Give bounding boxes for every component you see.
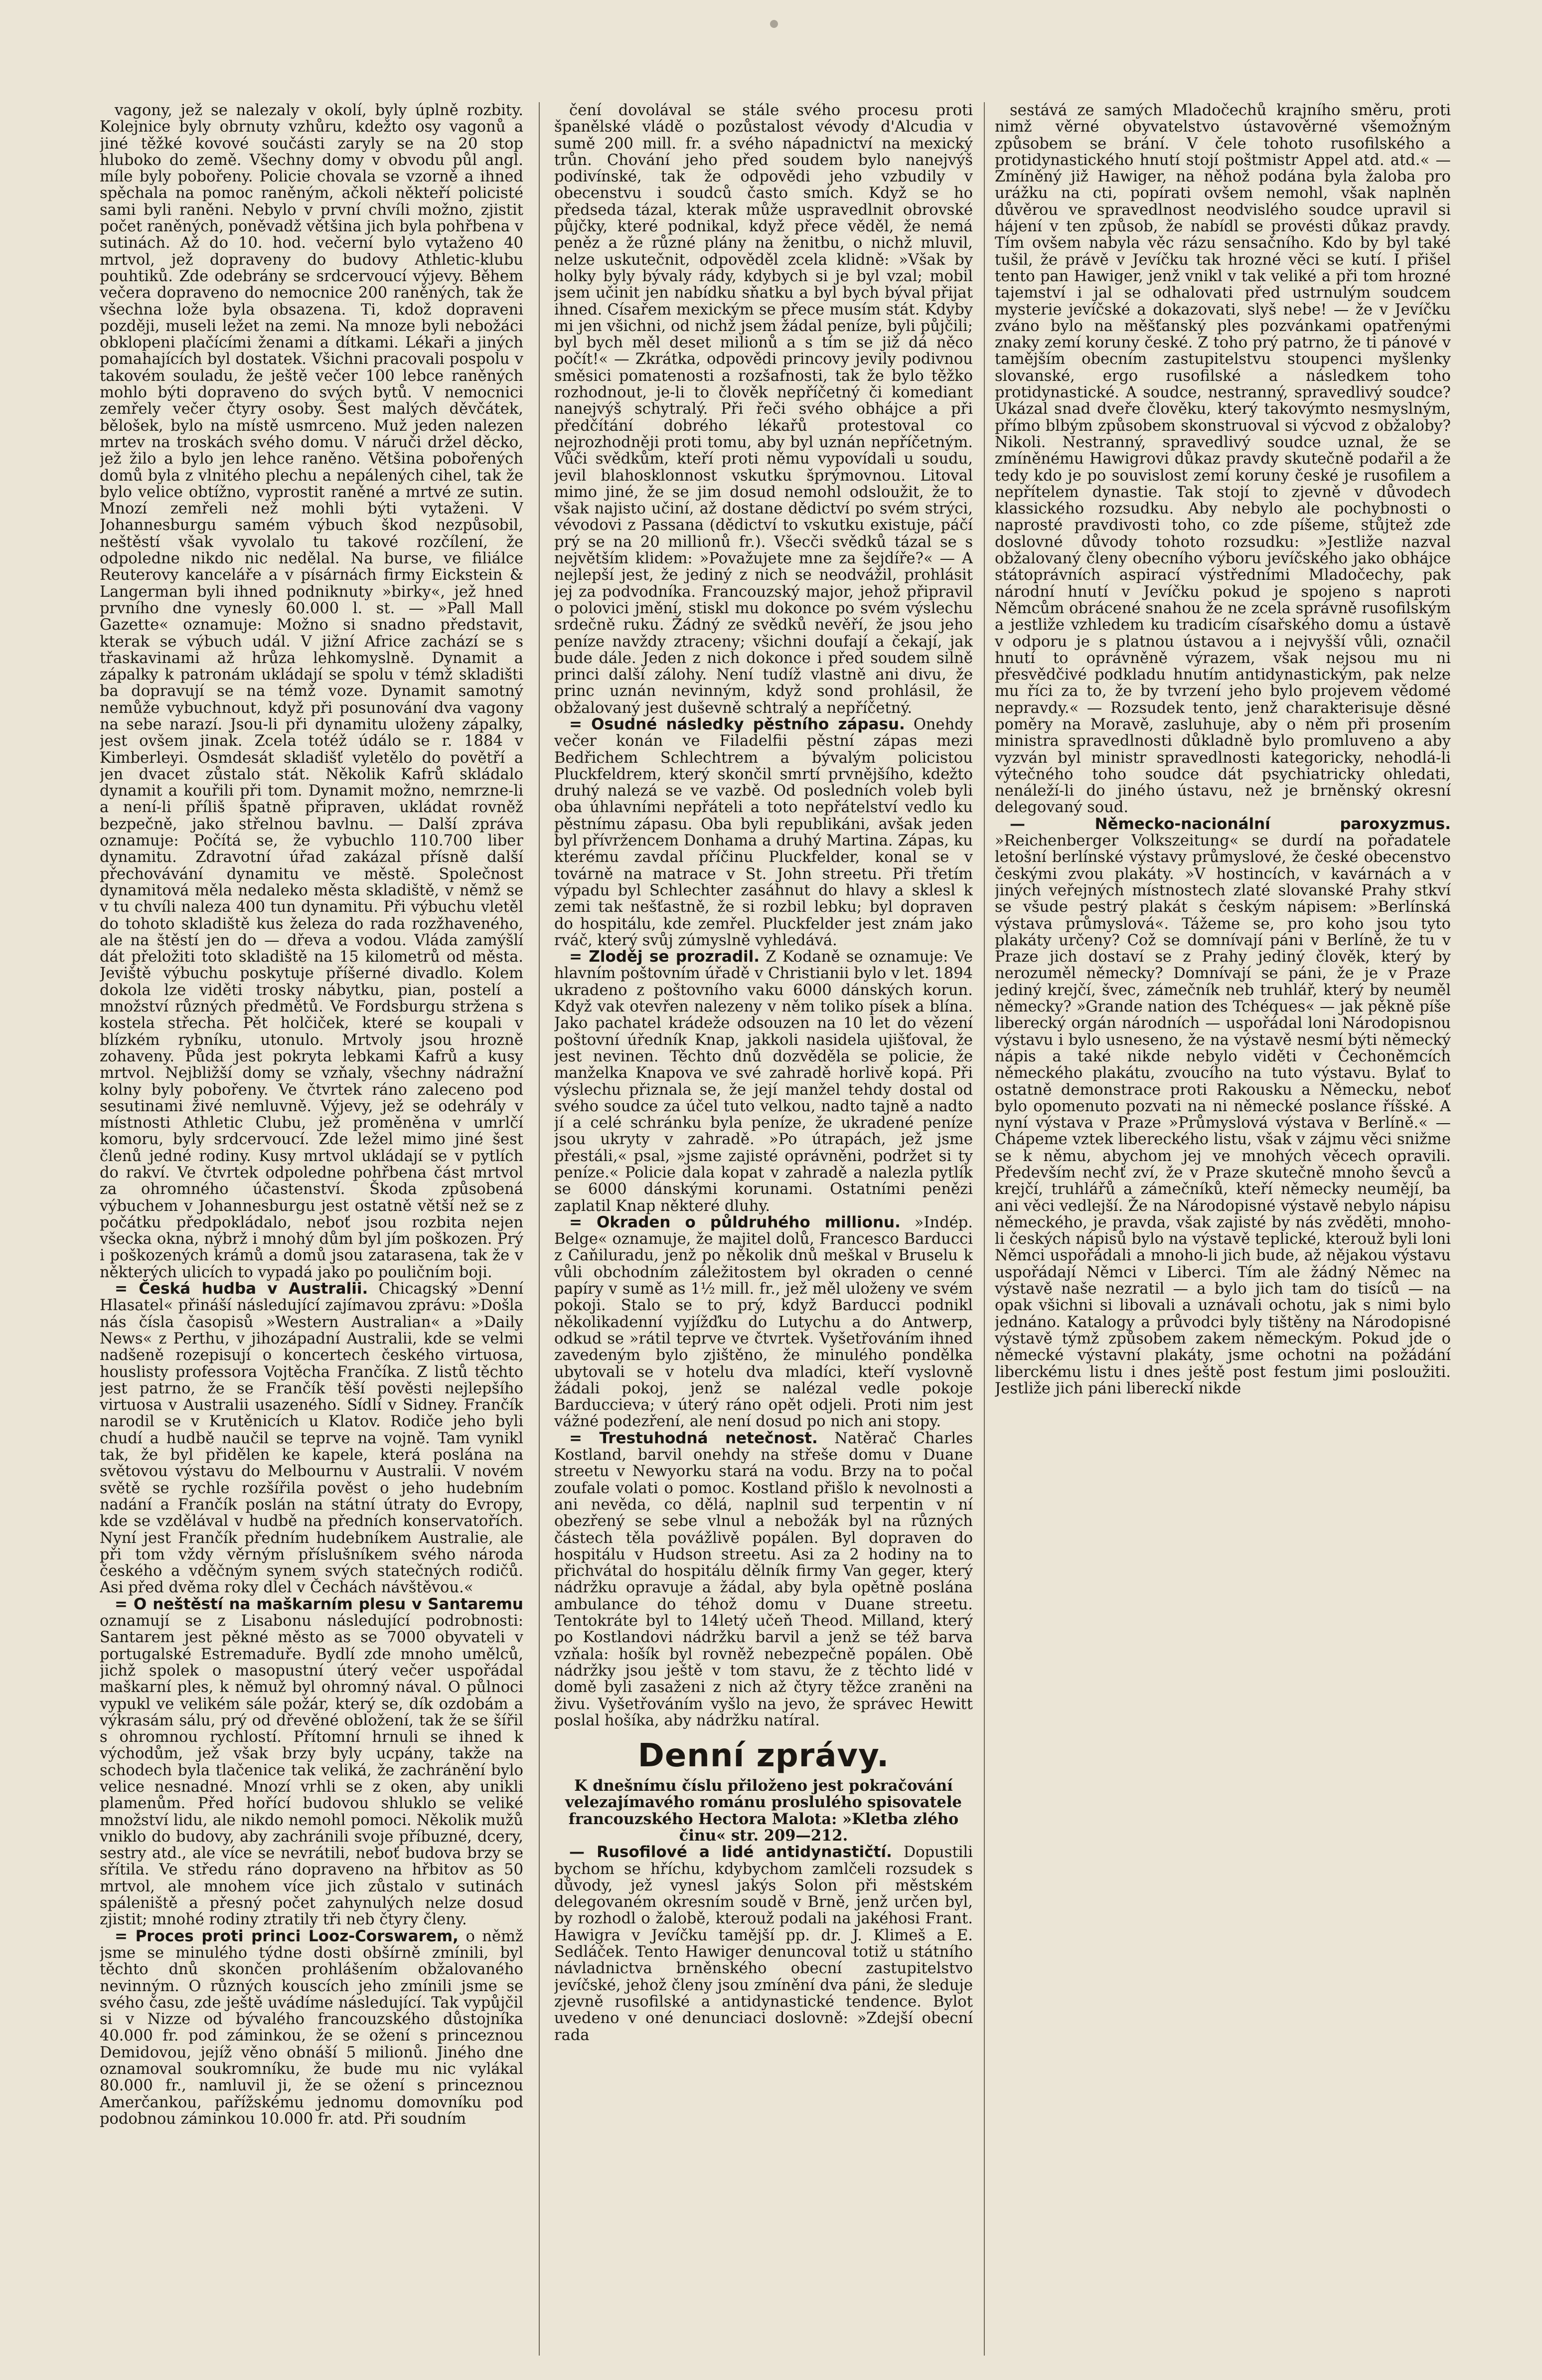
article-text: vagony, jež se nalezaly v okolí, byly úplně rozbity. Kolejnice byly obrnuty vzhůru, kdežto osy vagonů a jiné těžké kovové součásti zaryly se na 20 stop hluboko do země. Všechny domy v obvodu půl angl. míle byly pobořeny. Policie chovala se vzorně a ihned spěchala na pomoc raněným, ačkoli někteří policisté sami byli raněni. Nebylo v první chvíli možno, zjistit počet raněných, poněvadž většina jich byla pohřbena v sutinách. Až do 10. hod. večerní bylo vytaženo 40 mrtvol, jež dopraveny do budovy Athletic-klubu pouhtiků. Zde odebrány se srdcervoucí výjevy. Během večera dopraveno do nemocnice 200 raněných, tak že všechna lože byla obsazena. Ti, kdož dopraveni později, museli ležet na zemi. Na mnoze byli nebožáci obklopeni plačícími ženami a dítkami. Lékaři a jiných pomahajících byl dostatek. Všichni pracovali pospolu v takovém souladu, že ještě večer 100 lebce raněných mohlo býti dopraveno do svých bytů. V nemocnici zemřely večer čtyry osoby. Šest malých děvčátek, bělošek, bylo na místě usmrceno. Muž jeden nalezen mrtev na troskách svého domu. V náruči držel děcko, jež žilo a bylo jen lehce raněno. Většina pobořených domů byla z vlnitého plechu a nepálených cihel, tak že bylo velice obtížno, vyprostit raněné a mrtvé ze sutin. Mnozí zemřeli než mohli býti vytaženi. V Johannesburgu samém výbuch škod nezpůsobil, neštěstí však vyvolalo tu takové rozčílení, že odpoledne nikdo nic nedělal. Na burse, ve filiálce Reuterovy kanceláře a v písárnách firmy Eickstein & Langerman byli ihned podniknuty »birky«, jež hned prvního dne vynesly 60.000 l. st. — »Pall Mall Gazette« oznamuje: Možno si snadno představit, kterak se výbuch udál. V jižní Africe zachází se s třaskavinami až hrůza lehkomyslně. Dynamit a zápalky k patronám ukládají se spolu v témž skladišti ba dopravují se na témž voze. Dynamit samotný nemůže vybuchnout, když při posunování dva vagony na sebe narazí. Jsou-li při dynamitu uloženy zápalky, jest ovšem jinak. Zcela totéž údálo se r. 1884 v Kimberleyi. Osmdesát skladišť vyletělo do povětří a jen dvacet zůstalo stát. Několik Kafrů skládalo dynamit a kouřili při tom. Dynamit možno, nemrzne-li a není-li příliš špatně připraven, ukládat rovněž bezpečně, jako střelnou bavlnu. — Další zpráva oznamuje: Počítá se, že vybuchlo 110.700 liber dynamitu. Zdravotní úřad zakázal přísně další přechovávání dynamitu ve městě. Společnost dynamitová měla nedaleko města skladiště, v němž se v tu chvíli naleza 400 tun dynamitu. Při výbuchu vletěl do tohoto skladiště kus železa do rada rozžhaveného, ale na štěstí jen do — dřeva a vodou. Vláda zamýšlí dát přeložiti toto skladiště na 15 kilometrů od města. Jeviště výbuchu poskytuje příšerné divadlo. Kolem dokola lze viděti trosky nábytku, pian, postelí a množství různých předmětů. Ve Fordsburgu stržena s kostela střecha. Pět holčiček, které se koupali v blízkém rybníku, utonulo. Mrtvoly jsou hrozně zohaveny. Půda jest pokryta lebkami Kafrů a kusy mrtvol. Nejbližší domy se vzňaly, všechny nádražní kolny byly pobořeny. Ve čtvrtek ráno zaleceno pod sesutinami živé nemluvně. Výjevy, jež se odehrály v místnosti Athletic Clubu, jež proměněna v umrlčí komoru, byly srdcervoucí. Zde ležel mimo jiné šest členů jedné rodiny. Kusy mrtvol ukládají se v pytlích do rakví. Ve čtvrtek odpoledne pohřbena část mrtvol za ohromného účastenství. Škoda způsobená výbuchem v Johannesburgu jest ostatně větší než se z počátku předpokládalo, neboť jsou rozbita nejen všecka okna, nýbrž i mnohý dům byl jím poškozen. Prý i poškozených krámů a domů jsou zatarasena, tak že v některých ulicích to vypadá jako po pouličním boji. xyxy=(100,102,523,1281)
page-mark xyxy=(770,20,778,28)
column-3 xyxy=(995,102,1451,2356)
column-2 xyxy=(554,102,973,2356)
article-headline: = O neštěstí na maškarním plesu v Santaremu xyxy=(115,1595,523,1613)
article-paragraph xyxy=(554,949,973,1214)
column-divider xyxy=(984,102,985,2356)
article-paragraph xyxy=(995,816,1451,1397)
article-headline: = Proces proti princi Looz-Corswarem, xyxy=(115,1927,459,1945)
article-text: čení dovolával se stále svého procesu proti španělské vládě o pozůstalost vévody d'Alcudia v sumě 200 mill. fr. a svého nápadnictví na mexický trůn. Chování jeho před soudem bylo nanejvýš podivínské, tak že odpovědi jeho vzbudily v obecenstvu i soudců často smích. Když se ho předseda tázal, kterak může uspravedlnit obrovské půjčky, které podnikal, když přece věděl, že nemá peněz a že různé plány na ženitbu, o nichž mluvil, nelze uskutečnit, odpověděl zcela klidně: »Však by holky byly bývaly rády, kdybych si je byl vzal; mobil jsem učinit jen nabídku sňatku a byl bych býval přijat ihned. Císařem mexickým se přece musím stát. Kdyby mi jen všichni, od nichž jsem žádal peníze, byli půjčili; byl bych měl deset milionů a s tím se již dá něco počít!« — Zkrátka, odpovědi princovy jevily podivnou směsici pomatenosti a rozšafnosti, tak že bylo těžko rozhodnout, je-li to člověk nepříčetný či komediant nanejvýš schytralý. Při řeči svého obhájce a při předčítání dobrého lékařů protestoval co nejrozhodněji proti tomu, aby byl uznán nepříčetným. Vůči svědkům, kteří proti němu vypovídali u soudu, jevil blahosklonnost vskutku šprýmovnou. Litoval mimo jiné, že se jim dosud nemohl odsloužit, že to však najisto učiní, až dostane dědictví po svém strýci, vévodovi z Passana (dědictví to vskutku existuje, páčí prý se na 20 millionů fr.). Všecči svědků tázal se s největším klidem: »Považujete mne za šejdíře?« — A nejlepší jest, že jediný z nich se neodvážil, prohlásit jej za podvodníka. Francouzský major, jehož připravil o polovici jmění, stiskl mu dokonce po svém výslechu srdečně ruku. Žádný ze svědků nevěří, že jsou jeho peníze navždy ztraceny; všichni doufají a čekají, jak bude dále. Jeden z nich dokonce i před soudem silně princi další zálohy. Není tudíž vlastně ani divu, že princ uznán nevinným, když sond prohlásil, že obžalovaný jest duševně schtralý a nepříčetný. xyxy=(554,102,973,717)
lead-notice: K dnešnímu číslu přiloženo jest pokračování velezajímavého románu proslulého spisovatele francouzského Hectora Malota: »Kletba zlého činu« str. 209—212. xyxy=(565,1777,962,1845)
article-paragraph xyxy=(554,1844,973,2043)
article-paragraph xyxy=(554,1214,973,1430)
article-text: Onehdy večer konán ve Filadelfii pěstní zápas mezi Bedřichem Schlechtrem a bývalým policistou Pluckfeldrem, který skončil smrtí prvnějšího, kdežto druhý nalezá se ve vazbě. Od posledních voleb byli oba úhlavními nepřáteli a toto nepřátelství vedlo ku pěstnímu zápasu. Oba byli republikáni, avšak jeden byl přívržencem Donhama a druhý Martina. Zápas, ku kterému zavdal příčinu Pluckfelder, konal se v továrně na matrace v St. John streetu. Při třetím výpadu byl Schlechter zasáhnut do hlavy a sklesl k zemi tak nešťastně, že si rozbil lebku; byl dopraven do hospitálu, kde zemřel. Pluckfelder jest znám jako rváč, který svůj zúmyslně vyhledává. xyxy=(554,715,973,949)
article-paragraph xyxy=(100,1596,523,1928)
column-divider xyxy=(539,102,540,2356)
article-text: Chicagský »Denní Hlasatel« přináší následující zajímavou zprávu: »Došla nás čísla časopisů »Western Australian« a »Daily News« z Perthu, v jihozápadní Australii, kde se velmi nadšeně rozepisují o koncertech českého virtuosa, houslisty professora Vojtěcha Frančíka. Z listů těchto jest patrno, že se Frančík těší pověsti nejlepšího virtuosa v Australii usazeného. Sídlí v Sidney. Frančík narodil se v Krutěnicích u Klatov. Rodiče jeho byli chudí a hudbě naučil se teprve na vojně. Tam vynikl tak, že byl přidělen ke kapele, která poslána na světovou výstavu do Melbournu v Australii. V novém světě se rychle rozšířila pověst o jeho hudebním nadání a Frančík poslán na státní útraty do Evropy, kde se vzdělával v hudbě na předních konservatořích. Nyní jest Frančík předním hudebníkem Australie, ale při tom vždy věrným příslušníkem svého národa českého a vděčným synem svých statečných rodičů. Asi před dvěma roky dlel v Čechách návštěvou.« xyxy=(100,1280,523,1597)
article-text: sestává ze samých Mladočechů krajního směru, proti nimž věrné obyvatelstvo ústavověrné všemožným způsobem se brání. V čele tohoto rusofilského a protidynastického hnutí stojí poštmistr Appel atd. atd.« — Zmíněný již Hawiger, na něhož podána byla žaloba pro urážku na cti, popírati ovšem nemohl, však naplněn důvěrou ve spravedlnost neodvislého soudce upravil si hájení v ten způsob, že nabídl se provésti důkaz pravdy. Tím ovšem nabyla věc rázu sensačního. Kdo by byl také tušil, že právě v Jevíčku tak hrozné věci se kutí. I přišel tento pan Hawiger, jenž vnikl v tak veliké a při tom hrozné tajemství i jal se odhalovati před ustrnulým soudcem mysterie jevíčské a dokazovati, slyš nebe! — že v Jevíčku zváno bylo na měšťanský ples pozvánkami opatřenými znaky zemí koruny české. Z toho prý patrno, že ti pánové v tamějším obecním zastupitelstvu stoupenci myšlenky slovanské, ergo rusofilské a následkem toho protidynastické. A soudce, nestranný, spravedlivý soudce? Ukázal snad dveře člověku, který takovýmto nesmyslným, přímo blbým způsobem skonstruoval si výcvod z obžaloby? Nikoli. Nestranný, spravedlivý soudce uznal, že se zmíněnému Hawigrovi důkaz pravdy skutečně podařil a že tedy kdo je po souvislost zemí koruny české je rusofilem a nepřítelem dynastie. Tak stojí to zjevně v důvodech klassického rozsudku. Aby nebylo ale pochybnosti o naprosté pravdivosti toho, co zde píšeme, stůjtež zde doslovné důvody tohoto rozsudku: »Jestliže nazval obžalovaný členy obecního výboru jevíčského jako obhájce státoprávních aspirací výstředními Mladočechy, pak národní hnutí v Jevíčku pokud je spojeno s naproti Němcům obrácené snahou že ne zcela správně rusofilským a jestliže vzhledem ku tradicím císařského domu a ústavě v odporu je s platnou ústavou a i nejvyšší vůli, označil hnutí to oprávněně výrazem, však nejsou mu ni přesvědčivé podkladu hnutím antidynastickým, pak nelze mu říci za to, že by tvrzení jeho bylo projevem vědomé nepravdy.« — Rozsudek tento, jenž charakterisuje děsné poměry na Moravě, zasluhuje, aby o něm při prosením ministra spravedlnosti důkladně bylo promluveno a aby vyzván byl ministr spravedlnosti kategoricky, nehodlá-li výtečného toho soudce dát psychiatricky ohledati, nenáleží-li do jiného ústavu, než je brněnský okresní delegovaný soud. xyxy=(995,102,1451,817)
article-headline: = Okraden o půldruhého millionu. xyxy=(569,1213,901,1231)
article-text: Natěrač Charles Kostland, barvil onehdy na střeše domu v Duane streetu v Newyorku stará na vodu. Brzy na to počal zoufale volati o pomoc. Kostland přišlo k nevolnosti a ani nevěda, co dělá, naplnil sud terpentin v ní obezřený se sebe vlnul a nebožák byl na různých částech těla povážlivě popálen. Byl dopraven do hospitálu v Hudson streetu. Asi za 2 hodiny na to přichvátal do hospitálu dělník firmy Van geger, který nádržku opravuje a žádal, aby byla opětně poslána ambulance do téhož domu v Duane streetu. Tentokráte byl to 14letý učeň Theod. Milland, který po Kostlandovi nádržku barvil a jenž se též barva vzňala: hošík byl rovněž nebezpečně popálen. Obě nádržky jsou ještě v tom stavu, že z těchto lidé v domě byli zasaženi z nich až čtyry těžce zraněni na živu. Vyšetřováním vyšlo na jevo, že správec Hewitt poslal hošíka, aby nádržku natíral. xyxy=(554,1429,973,1729)
article-text: o němž jsme se minulého týdne dosti obšírně zmínili, byl těchto dnů skončen prohlášením obžalovaného nevinným. O různých kouscích jeho zmínili jsme se svého času, zde ještě uvádíme následující. Tak vypůjčil si v Nizze od bývalého francouzského důstojníka 40.000 fr. pod záminkou, že se ožení s princeznou Demidovou, jejíž věno obnáší 5 milionů. Jiného dne oznamoval soukromníku, že bude mu nic vylákal 80.000 fr., namluvil ji, že se ožení s princeznou Amerčankou, pařížskému jednomu domovníku pod podobnou záminkou 10.000 fr. atd. Při soudním xyxy=(100,1927,523,2128)
article-paragraph xyxy=(100,1928,523,2128)
article-text: »Indép. Belge« oznamuje, že majitel dolů, Francesco Barducci z Caňiluradu, jenž po několik dnů meškal v Bruselu k vůli obchodním záležitostem byl okraden o cenné papíry v sumě as 1½ mill. fr., jež měl uloženy ve svém pokoji. Stalo se to prý, když Barducci podnikl několikadenní vyjížďku do Lutychu a do Antwerp, odkud se »rátil teprve ve čtvrtek. Vyšetřováním ihned zavedeným bylo zjištěno, že minulého pondělka ubytovali se v hotelu dva mladíci, kteří vyslovně žádali pokoj, jenž se nalézal vedle pokoje Barduccieva; v úterý ráno opět odjeli. Proti nim jest vážné podezření, ale není dosud po nich ani stopy. xyxy=(554,1213,973,1431)
article-headline: = Zloděj se prozradil. xyxy=(569,948,760,966)
article-text: Dopustili bychom se hříchu, kdybychom zamlčeli rozsudek s důvody, jež vynesl jakýs Solon při městském delegovaném okresním soudě v Brně, jenž určen byl, by rozhodl o žalobě, kterouž podali na jakéhosi Frant. Hawigra v Jevíčku tamější pp. dr. J. Klimeš a E. Sedláček. Tento Hawiger denuncoval totiž u státního návladnictva brněnského obecní zastupitelstvo jevíčské, jehož členy jsou zmínění dva páni, že sleduje zjevně rusofilské a antidynastické tendence. Bylot uvedeno v oné denunciaci doslovně: »Zdejší obecní rada xyxy=(554,1844,973,2044)
section-heading: Denní zprávy. xyxy=(637,1737,890,1775)
article-paragraph xyxy=(995,102,1451,816)
article-headline: = Trestuhodná netečnost. xyxy=(569,1429,818,1447)
article-headline: = Česká hudba v Australii. xyxy=(115,1280,368,1298)
article-text: »Reichenberger Volkszeitung« se durdí na pořadatele letošní berlínské výstavy průmyslové, že české obecenstvo českými zvou plakáty. »V hostincích, v kavárnách a v jiných veřejných místnostech zlaté slovanské Prahy stkví se všude pestrý plakát s českým nápisem: »Berlínská výstava průmyslová«. Tážeme se, pro koho jsou tyto plakáty určeny? Což se domnívají páni v Berlíně, že tu v Praze jich dostaví se z Prahy jediný člověk, který by nerozuměl německy? Domnívají se páni, že je v Praze jediný krejčí, švec, zámečník neb truhlář, který by neuměl německy? »Grande nation des Tchéques« — jak pěkně píše liberecký orgán národních — uspořádal loni Národopisnou výstavu i bylo usneseno, že na výstavě nesmí býti německý nápis a také nikde nebylo viděti v Čechoněmcích německého plakátu, zvoucího na tuto výstavu. Bylať to ostatně demonstrace proti Rakousku a Německu, neboť bylo opomenuto pozvati na ni německé poslance říšské. A nyní výstava v Praze »Průmyslová výstava v Berlíně.« — Chápeme vztek libereckého listu, však v zájmu věci snižme se k němu, abychom jej ve mnohých věcech opravili. Především nechť zví, že v Praze skutečně mnoho ševců a krejčí, truhlářů a zámečníků, kteří německy neumějí, ba ani věci vedlejší. Že na Národopisné výstavě nebylo nápisu německého, je pravda, však zajisté by nás zvěděti, mnoho-li českých nápisů bylo na výstavě teplické, kterouž byli loni Němci uspořádali a mnoho-li jich bude, až nějakou výstavu uspořádají Němci v Liberci. Tím ale žádný Němec na výstavě naše nezratil — a bylo jich tam do tisíců — na opak všichni si libovali a uznávali ochotu, jak s nimi bylo jednáno. Katalogy a průvodci byly tištěny na Národopisné výstavě týmž způsobem zakem německým. Pokud jde o německé výstavní plakáty, jsme ochotni na požádání liberckému listu i dnes ještě post festum jimi posloužiti. Jestliže jich páni libereckí nikde xyxy=(995,832,1451,1397)
article-paragraph xyxy=(554,1430,973,1729)
article-headline: — Rusofilové a lidé antidynastičtí. xyxy=(569,1843,892,1862)
article-paragraph xyxy=(100,1281,523,1596)
article-text: Z Kodaně se oznamuje: Ve hlavním poštovním úřadě v Christianii bylo v let. 1894 ukradeno z poštovního vaku 6000 dánských korun. Když vak otevřen nalezeny v něm toliko písek a blína. Jako pachatel krádeže odsouzen na 10 let do vězení poštovní úředník Knap, jakkoli nasidela ujišťoval, že jest nevinen. Těchto dnů dozvěděla se policie, že manželka Knapova ve své zahradě horlivě kopá. Při výslechu přiznala se, že její manžel tehdy dostal od svého soudce za účel tuto velkou, nadto tajně a nadto jí a celé schránku byla peníze, že ukradené peníze jsou ukryty v zahradě. »Po útrapách, jež jsme přestáli,« psal, »jsme zajisté oprávněni, podržet si ty peníze.« Policie dala kopat v zahradě a nalezla pytlík se 6000 dánskými korunami. Ostatními penězi zaplatil Knap některé dluhy. xyxy=(554,948,973,1215)
article-text: oznamují se z Lisabonu následující podrobnosti: Santarem jest pěkné město as se 7000 obyvateli v portugalské Estremaduře. Bydlí zde mnoho umělců, jichž spolek o masopustní úterý večer uspořádal maškarní ples, k němuž byl ohromný nával. O půlnoci vypukl ve velikém sále požár, který se, dík ozdobám a výkrasám sálu, prý od dřevěné obložení, tak že se šířil s ohromnou rychlostí. Přítomní hrnuli se ihned k východům, jež však brzy byly ucpány, takže na schodech byla tlačenice tak veliká, že zachránění bylo velice nesnadné. Mnozí vrhli se z oken, aby unikli plamenům. Před hořící budovou shluklo se veliké množství lidu, ale nikdo nemohl pomoci. Několik mužů vniklo do budovy, aby zachránili svoje příbuzné, dcery, sestry atd., ale více se nevrátili, neboť budova brzy se sřítila. Ve středu ráno dopraveno na hřbitov as 50 mrtvol, ale mnohem více jich zůstalo v sutinách spáleniště a přesný počet zahynulých nelze dosud zjistit; mnohé rodiny ztratily tři neb čtyry členy. xyxy=(100,1612,523,1929)
article-paragraph xyxy=(554,716,973,949)
article-paragraph xyxy=(100,102,523,1281)
article-headline: = Osudné následky pěstního zápasu. xyxy=(569,715,905,733)
article-paragraph xyxy=(554,102,973,716)
article-headline: — Německo-nacionální paroxyzmus. xyxy=(1010,815,1451,833)
column-1 xyxy=(100,102,523,2356)
